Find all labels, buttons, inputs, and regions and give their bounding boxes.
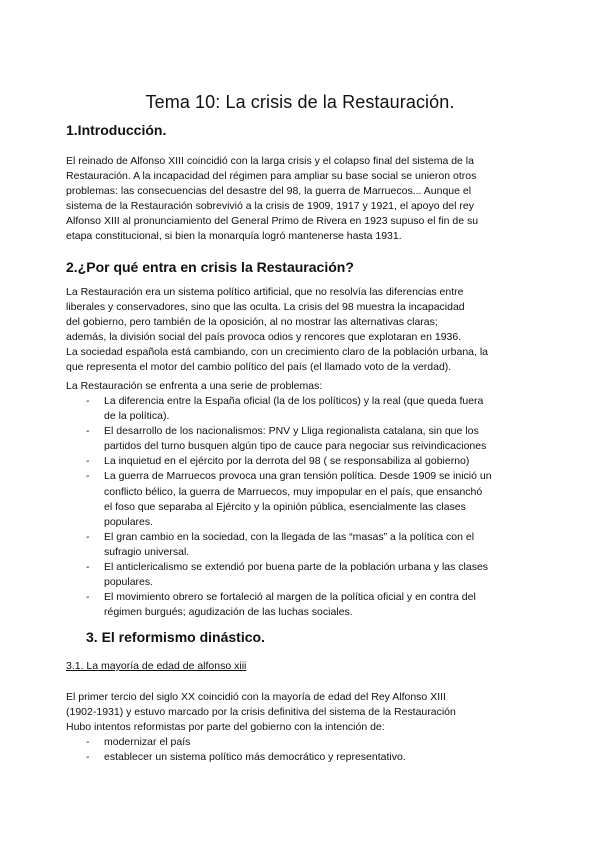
text-line: El primer tercio del siglo XX coincidió con la mayoría de edad del Rey Alfonso XIII <box>66 691 446 703</box>
section-1-paragraph <box>66 154 521 245</box>
text-line: El gran cambio en la sociedad, con la llegada de las “masas” a la política con el <box>104 530 475 543</box>
text-line: Restauración. A la incapacidad del régimen para ampliar su base social se unieron otros <box>66 170 477 183</box>
list-item <box>66 424 526 454</box>
reform-aims-list <box>66 735 526 765</box>
list-item <box>66 735 526 750</box>
text-line: régimen burgués; agudización de las luchas sociales. <box>104 606 353 619</box>
text-line: establecer un sistema político más democrático y representativo. <box>104 751 406 764</box>
list-item <box>66 394 526 424</box>
list-item <box>66 590 526 620</box>
text-line: El anticlericalismo se extendió por buena parte de la población urbana y las clases <box>104 561 489 574</box>
bullet-dash: - <box>86 530 90 543</box>
bullet-dash: - <box>86 736 90 748</box>
text-line: La sociedad española está cambiando, con un crecimiento claro de la población urbana, la <box>66 346 489 359</box>
text-line: La diferencia entre la España oficial (la de los políticos) y la real (que queda fuera <box>104 395 484 407</box>
section-2-heading: 2.¿Por qué entra en crisis la Restauración? <box>66 259 354 275</box>
text-line: que representa el motor del cambio político del país (el llamado voto de la verdad). <box>66 361 452 374</box>
text-line: El reinado de Alfonso XIII coincidió con la larga crisis y el colapso final del sistema de la <box>66 155 474 167</box>
text-line: La Restauración era un sistema político artificial, que no resolvía las diferencias entre <box>66 286 464 298</box>
section-1-heading: 1.Introducción. <box>66 122 167 138</box>
list-item <box>66 530 526 560</box>
section-2-paragraph <box>66 285 521 376</box>
text-line: La inquietud en el ejército por la derrota del 98 ( se responsabiliza al gobierno) <box>104 455 470 468</box>
bullet-dash: - <box>86 425 90 438</box>
bullet-dash: - <box>86 751 90 764</box>
section-3-heading: 3. El reformismo dinástico. <box>86 629 265 645</box>
bullet-dash: - <box>86 470 90 483</box>
text-line: además, la división social del país provoca odios y rencores que explotaran en 1936. <box>66 331 462 344</box>
text-line: populares. <box>104 515 154 528</box>
text-line: populares. <box>104 576 154 589</box>
bullet-dash: - <box>86 561 90 574</box>
section-3-1-subheading: 3.1. La mayoría de edad de alfonso xiii <box>66 660 247 672</box>
list-item <box>66 469 526 529</box>
text-line: sistema de la Restauración sobrevivió a la crisis de 1909, 1917 y 1921, el apoyo del rey <box>66 200 474 213</box>
text-line: (1902-1931) y estuvo marcado por la crisis definitiva del sistema de la Restauración <box>66 706 456 719</box>
text-line: partidos del turno busquen algún tipo de cauce para negociar sus reivindicaciones <box>104 440 487 453</box>
text-line: El movimiento obrero se fortaleció al margen de la política oficial y en contra del <box>104 591 476 604</box>
text-line: Alfonso XIII al pronunciamiento del General Primo de Rivera en 1923 supuso el fin de su <box>66 215 479 228</box>
text-line: etapa constitucional, si bien la monarquía logró mantenerse hasta 1931. <box>66 230 402 243</box>
text-line: La guerra de Marruecos provoca una gran tensión política. Desde 1909 se inició un <box>104 470 492 483</box>
bullet-dash: - <box>86 591 90 604</box>
document-title: Tema 10: La crisis de la Restauración. <box>145 92 455 112</box>
list-item <box>66 560 526 590</box>
text-line: conflicto bélico, la guerra de Marruecos, muy impopular en el país, que ensanchó <box>104 485 483 498</box>
text-line: el foso que separaba al Ejército y la opinión pública, esencialmente las clases <box>104 500 466 513</box>
list-item <box>66 454 526 469</box>
text-line: problemas: las consecuencias del desastre del 98, la guerra de Marruecos... Aunque el <box>66 185 472 198</box>
text-line: sufragio universal. <box>104 545 190 558</box>
text-line: El desarrollo de los nacionalismos: PNV y Lliga regionalista catalana, sin que los <box>104 425 479 438</box>
section-3-paragraph <box>66 690 521 735</box>
text-line: del gobierno, pero también de la oposición, al no mostrar las alternativas claras; <box>66 316 438 329</box>
text-line: liberales y conservadores, sino que las oculta. La crisis del 98 muestra la incapacidad <box>66 301 465 314</box>
problems-list <box>66 394 526 620</box>
list-item <box>66 750 526 765</box>
section-2-intro: La Restauración se enfrenta a una serie de problemas: <box>66 380 323 392</box>
text-line: de la política). <box>104 410 170 423</box>
text-line: modernizar el país <box>104 736 191 748</box>
bullet-dash: - <box>86 455 90 468</box>
text-line: Hubo intentos reformistas por parte del gobierno con la intención de: <box>66 721 385 734</box>
bullet-dash: - <box>86 395 90 407</box>
